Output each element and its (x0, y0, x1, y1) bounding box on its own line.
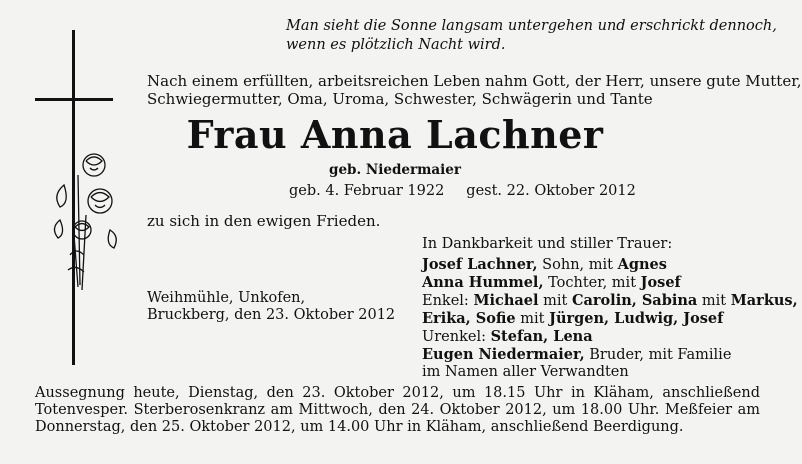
mourner-line: Anna Hummel, Tochter, mit Josef (422, 274, 681, 291)
intro-text (147, 72, 802, 108)
intro-line-1: Nach einem erfüllten, arbeitsreichen Leben nahm Gott, der Herr, unsere gute Mutter, (147, 72, 802, 90)
mourner-line: Josef Lachner, Sohn, mit Agnes (422, 256, 667, 273)
birth-date: geb. 4. Februar 1922 (289, 183, 445, 199)
mourner-line: Erika, Sofie mit Jürgen, Ludwig, Josef (422, 310, 724, 327)
peace-text: zu sich in den ewigen Frieden. (147, 212, 381, 230)
mourner-line: Eugen Niedermaier, Bruder, mit Familie (422, 346, 732, 363)
mourning-title: In Dankbarkeit und stiller Trauer: (422, 236, 673, 252)
mourners-list (422, 256, 798, 381)
motto (286, 17, 777, 55)
cross-icon (35, 30, 113, 365)
place-line-2: Bruckberg, den 23. Oktober 2012 (147, 307, 396, 323)
motto-line-1: Man sieht die Sonne langsam untergehen und erschrickt dennoch, (286, 18, 777, 34)
mourner-line: Urenkel: Stefan, Lena (422, 328, 593, 345)
cross-with-roses-icon (30, 25, 130, 370)
place-line-1: Weihmühle, Unkofen, (147, 290, 306, 306)
death-date: gest. 22. Oktober 2012 (466, 183, 636, 199)
mourner-line: im Namen aller Verwandten (422, 364, 629, 380)
place-and-date (147, 290, 395, 324)
motto-line-2: wenn es plötzlich Nacht wird. (286, 37, 506, 53)
funeral-details: Aussegnung heute, Dienstag, den 23. Oktober 2012, um 18.15 Uhr in Kläham, anschließend Totenvesper. Sterberosenkranz am Mittwoch, den 24. Oktober 2012, um 18.00 Uhr. Meßfeier am Donnerstag, den 25. Oktober 2012, um 14.00 Uhr in Kläham, anschließend Beerdigung. (35, 385, 760, 435)
life-dates (289, 183, 636, 199)
deceased-name: Frau Anna Lachner (186, 112, 604, 157)
intro-line-2: Schwiegermutter, Oma, Uroma, Schwester, Schwägerin und Tante (147, 90, 653, 108)
maiden-name: geb. Niedermaier (329, 162, 461, 178)
mourner-line: Enkel: Michael mit Carolin, Sabina mit Markus, (422, 292, 798, 309)
